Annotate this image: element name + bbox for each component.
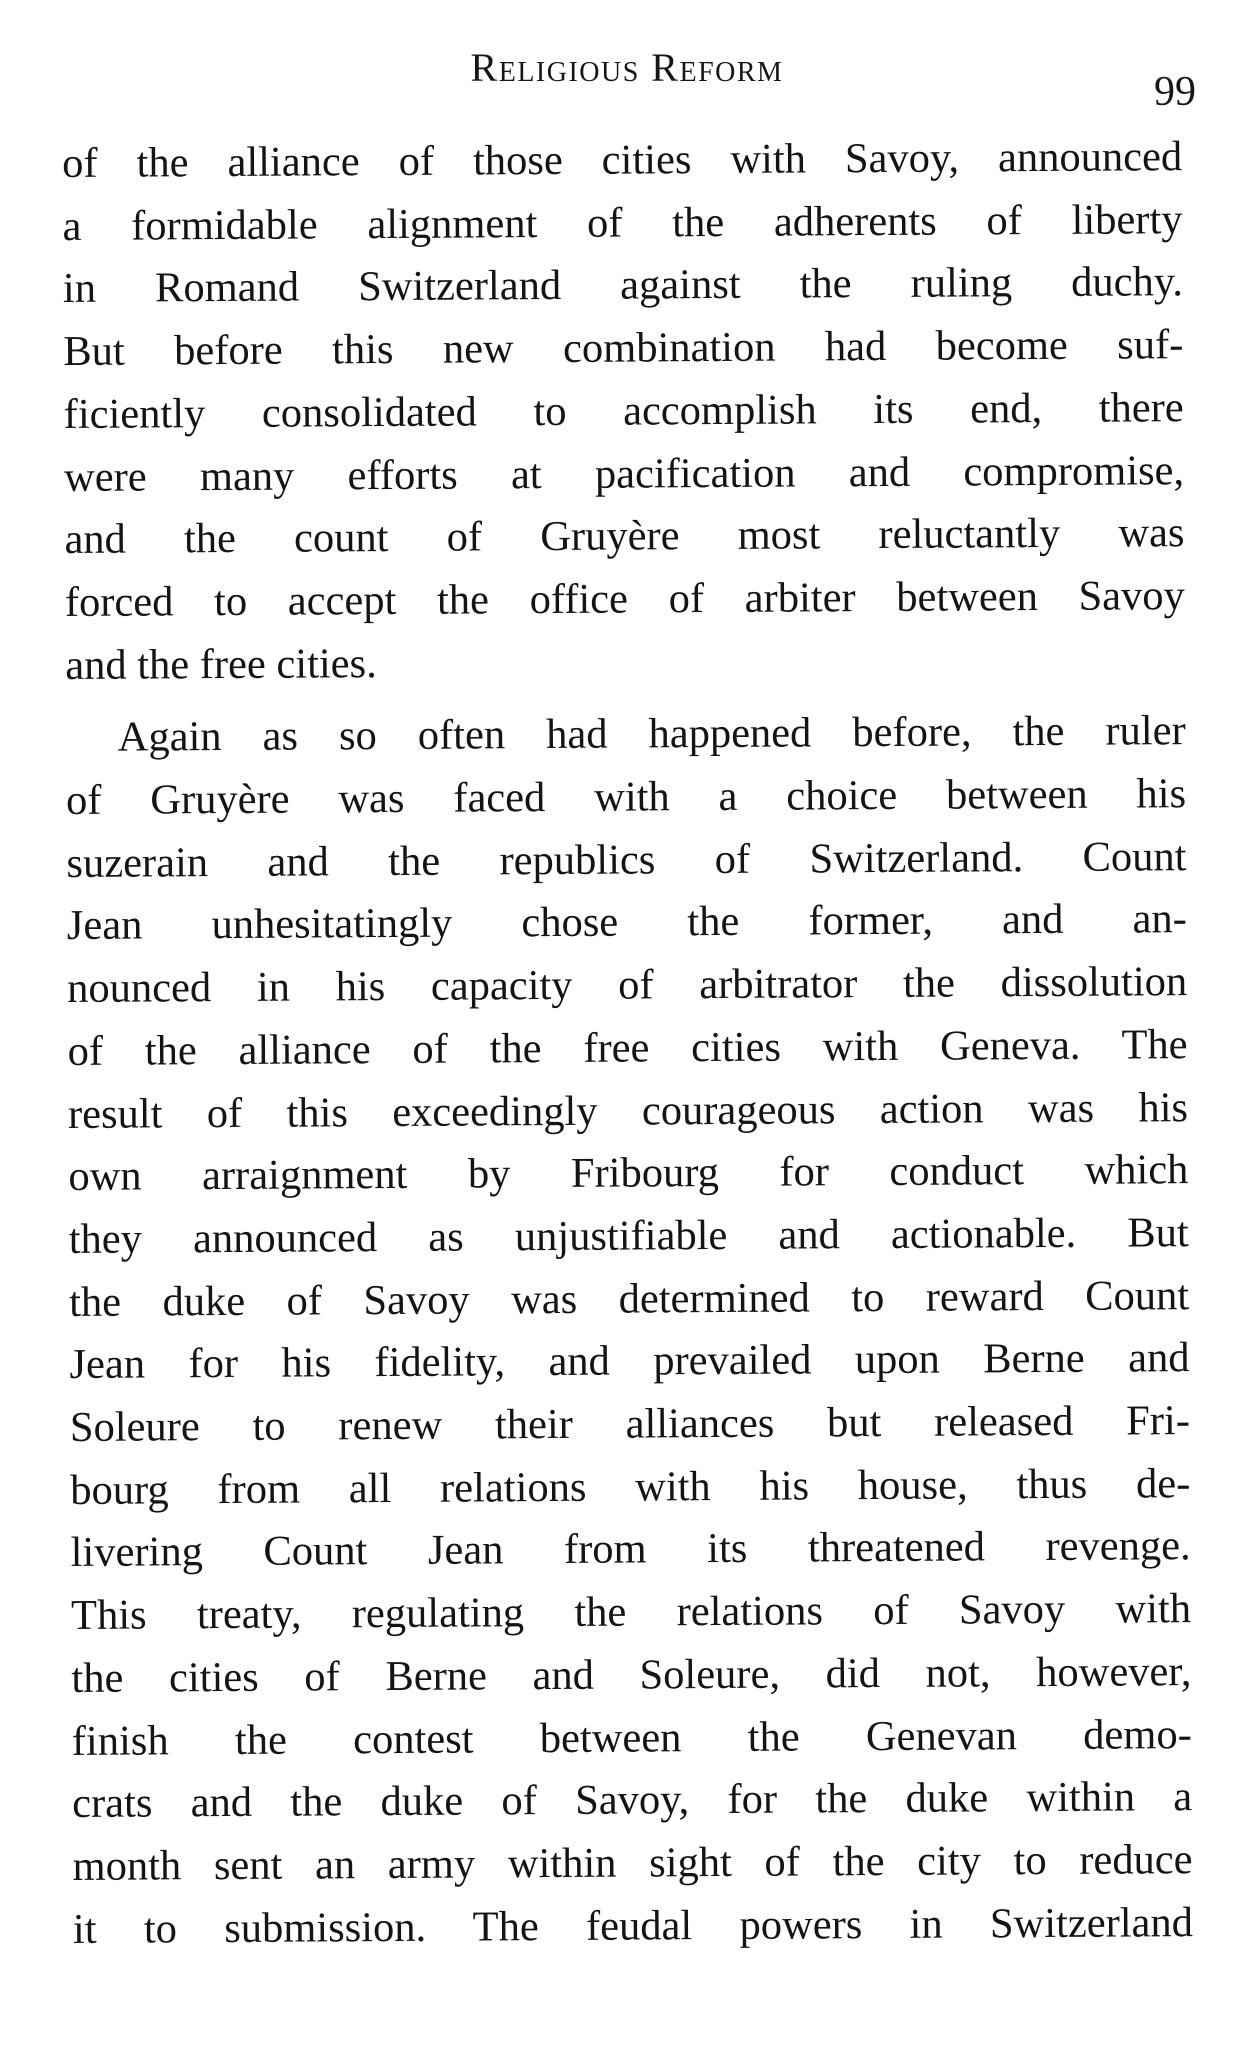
text-line: in Romand Switzerland against the ruling duchy. [62,258,1184,313]
text-line: Again as so often had happened before, the ruler [117,707,1186,761]
text-line: they announced as unjustifiable and actionable. But [68,1209,1189,1263]
text-line: This treaty, regulating the relations of Savoy with [70,1585,1192,1640]
text-line: Jean unhesitatingly chose the former, and an- [66,895,1187,950]
text-line: ficiently consolidated to accomplish its end, there [63,383,1184,438]
text-line: and the count of Gruyère most reluctantly was [64,509,1185,564]
text-line: of the alliance of the free cities with Geneva. The [67,1020,1188,1075]
paragraph-2 [66,700,1194,1961]
text-line: and the free cities. [65,639,377,689]
text-line: were many efforts at pacification and compromise, [63,446,1185,501]
text-line: the duke of Savoy was determined to reward Count [68,1271,1190,1326]
text-line: bourg from all relations with his house, thus de- [70,1459,1191,1514]
text-line: Soleure to renew their alliances but released Fri- [69,1397,1191,1452]
page-number: 99 [1154,69,1196,115]
text-line: But before this new combination had become suf- [63,321,1184,376]
text-line: of the alliance of those cities with Savoy, announced [62,133,1183,187]
text-line: crats and the duke of Savoy, for the duke within a [72,1773,1193,1828]
text-line: own arraignment by Fribourg for conduct which [68,1146,1189,1201]
body-text [62,126,1193,1961]
running-head [62,40,1196,115]
text-line: of Gruyère was faced with a choice between his [65,770,1187,825]
text-line: the cities of Berne and Soleure, did not, however, [71,1648,1192,1702]
text-line: a formidable alignment of the adherents of liberty [62,195,1183,250]
text-line: it to submission. The feudal powers in Switzerland [72,1898,1194,1953]
text-line: livering Count Jean from its threatened revenge. [70,1522,1191,1577]
text-line: Jean for his fidelity, and prevailed upon Berne and [69,1334,1190,1389]
text-line: nounced in his capacity of arbitrator the dissolution [67,958,1188,1013]
running-title: Religious Reform [470,45,784,90]
text-line: forced to accept the office of arbiter between Savoy [64,572,1185,626]
text-line: finish the contest between the Genevan demo- [71,1710,1192,1765]
text-line: suzerain and the republics of Switzerland. Count [66,832,1187,887]
text-line: result of this exceedingly courageous action was his [67,1083,1189,1138]
paragraph-1 [62,126,1185,697]
text-line: month sent an army within sight of the city to reduce [72,1836,1193,1890]
